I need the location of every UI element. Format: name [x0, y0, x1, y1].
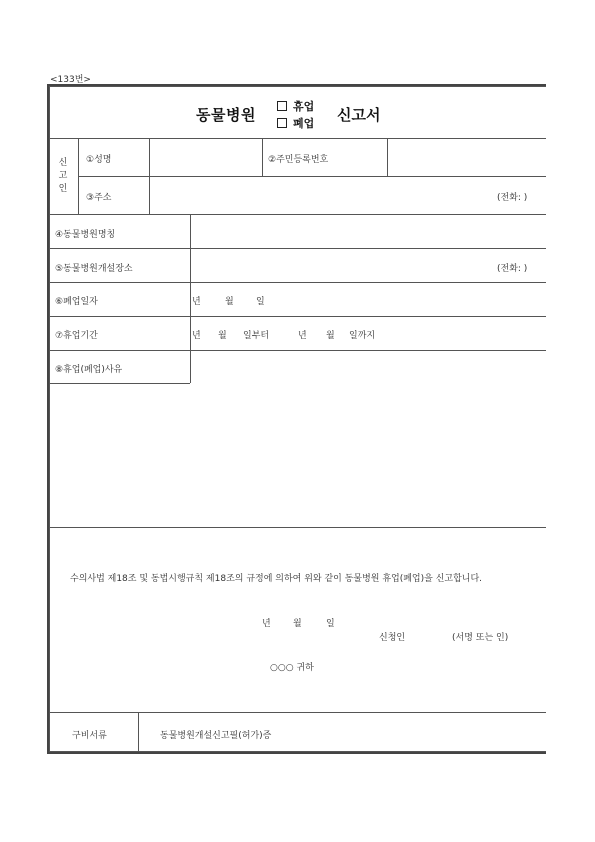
divider: [49, 712, 546, 713]
divider: [149, 138, 150, 214]
divider: [49, 138, 546, 139]
option-suspend[interactable]: [277, 98, 314, 114]
name-label: ①성명: [86, 155, 112, 165]
signature-label: (서명 또는 인): [452, 633, 509, 643]
suspension-end-month: 월: [326, 331, 335, 341]
divider: [49, 383, 190, 384]
divider: [49, 350, 546, 351]
divider: [49, 527, 546, 528]
attachments-value: 동물병원개설신고필(허가)증: [160, 731, 272, 741]
suspend-checkbox[interactable]: [277, 101, 287, 111]
declaration-day: 일: [326, 619, 335, 629]
divider: [262, 138, 263, 176]
declaration-year: 년: [262, 619, 271, 629]
divider: [138, 712, 139, 752]
option-suspend-label: 휴업: [293, 100, 315, 113]
divider: [190, 214, 191, 383]
suspension-start-year: 년: [192, 331, 201, 341]
hospital-phone-label: (전화: ): [497, 264, 528, 274]
divider: [78, 138, 79, 214]
form-number: <133번>: [50, 75, 91, 85]
closure-date-year: 년: [192, 297, 201, 307]
suspension-start-month: 월: [218, 331, 227, 341]
suspension-period-label: ⑦휴업기간: [55, 331, 98, 341]
declaration-text: 수의사법 제18조 및 동법시행규칙 제18조의 규정에 의하여 위와 같이 동물병원 휴업(폐업)을 신고합니다.: [70, 574, 483, 584]
hospital-location-label: ⑤동물병원개설장소: [55, 264, 133, 274]
addressee: ○○○ 귀하: [270, 663, 314, 673]
divider: [49, 316, 546, 317]
applicant-signer-label: 신청인: [379, 633, 406, 643]
applicant-group-label: 신 고 인: [58, 158, 68, 194]
closure-date-day: 일: [256, 297, 265, 307]
divider: [49, 248, 546, 249]
suspension-end-day: 일까지: [349, 331, 376, 341]
reason-label: ⑧휴업(폐업)사유: [55, 365, 123, 375]
hospital-name-label: ④동물병원명칭: [55, 230, 116, 240]
option-close-label: 폐업: [293, 117, 315, 130]
suspension-end-year: 년: [298, 331, 307, 341]
address-label: ③주소: [86, 193, 112, 203]
form-inner-frame: [49, 86, 546, 752]
divider: [49, 282, 546, 283]
rrn-label: ②주민등록번호: [268, 155, 329, 165]
title-prefix: 동물병원: [196, 106, 256, 124]
close-checkbox[interactable]: [277, 118, 287, 128]
suspension-start-day: 일부터: [243, 331, 270, 341]
title-suffix: 신고서: [337, 106, 381, 124]
closure-date-label: ⑥폐업일자: [55, 297, 98, 307]
address-phone-label: (전화: ): [497, 193, 528, 203]
declaration-month: 월: [293, 619, 302, 629]
closure-date-month: 월: [225, 297, 234, 307]
divider: [387, 138, 388, 176]
attachments-label: 구비서류: [72, 731, 107, 741]
option-close[interactable]: [277, 115, 314, 131]
divider: [49, 214, 546, 215]
